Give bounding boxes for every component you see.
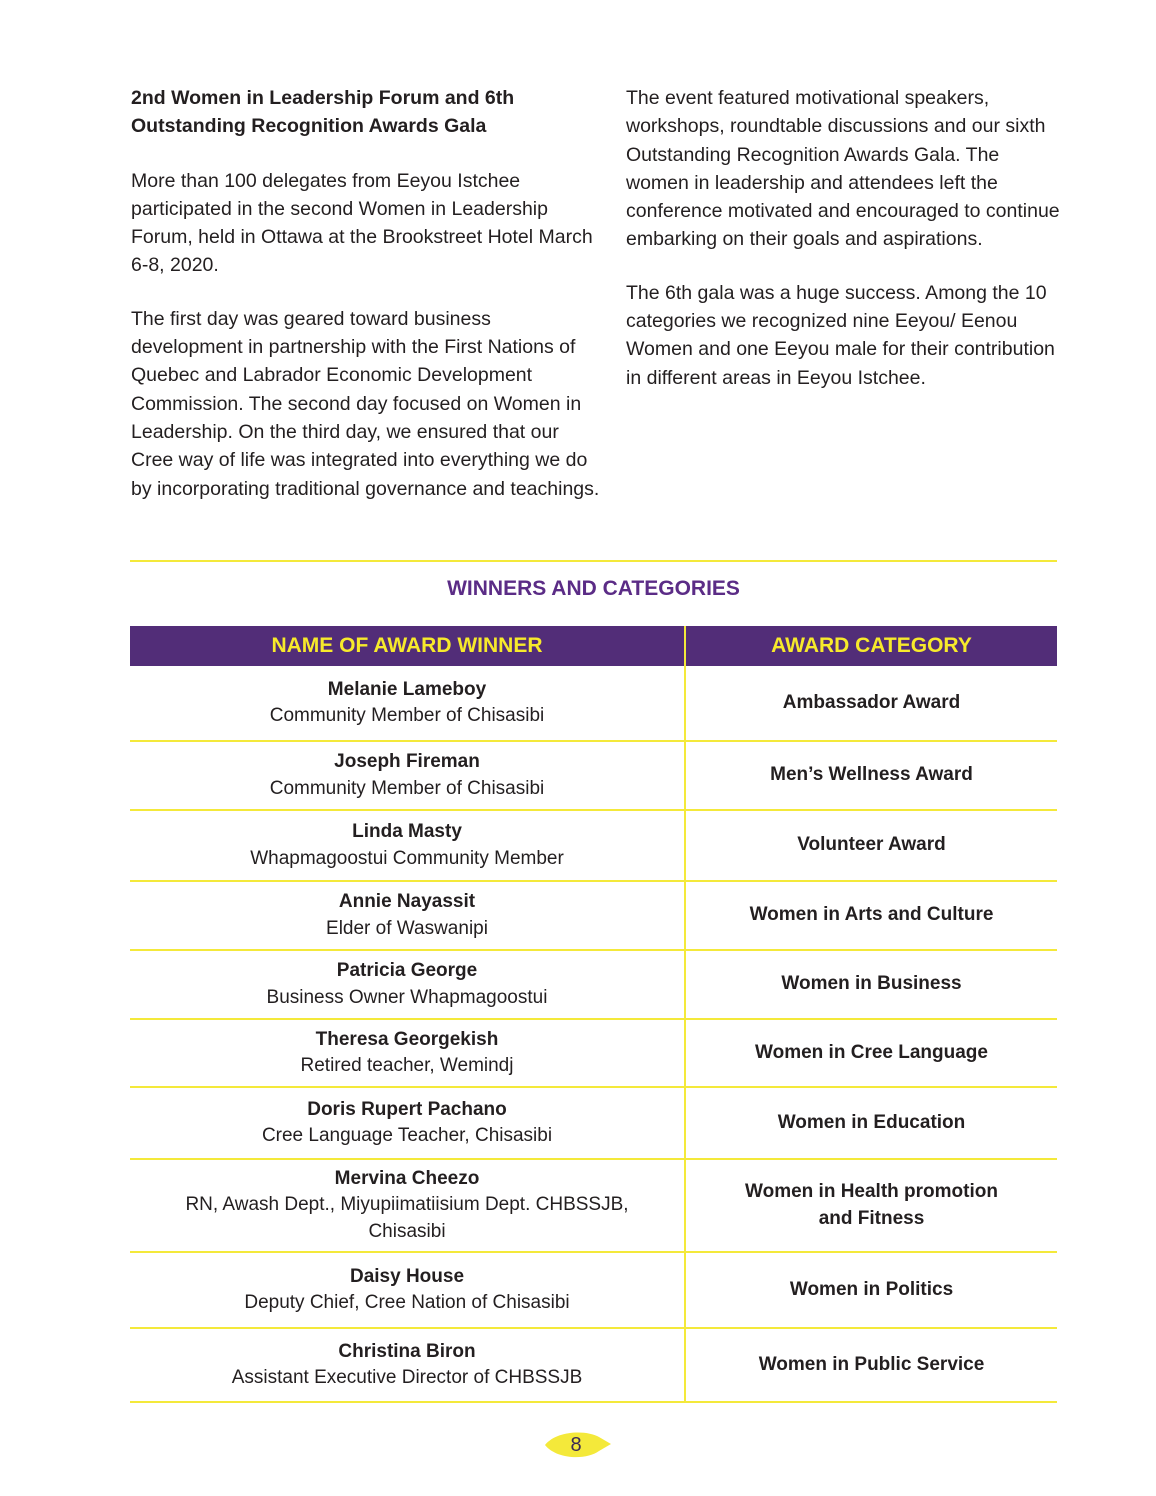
winner-description: Elder of Waswanipi [326,917,488,939]
article-heading: 2nd Women in Leadership Forum and 6th Outstanding Recognition Awards Gala [131,87,515,138]
article-paragraph: The 6th gala was a huge success. Among the 10 categories we recognized nine Eeyou/ Eenou Women and one Eeyou male for their contribution in different areas in Eeyou Istchee. [626,281,1055,389]
winners-table [130,626,1057,1403]
winner-cell [130,1087,685,1159]
award-category: Women in Arts and Culture [685,881,1057,950]
column-header-winner: NAME OF AWARD WINNER [130,626,685,666]
award-category: Ambassador Award [685,666,1057,741]
award-category: Volunteer Award [685,810,1057,881]
article-right-column [626,84,1066,417]
table-header-row [130,626,1057,666]
winner-description: Whapmagoostui Community Member [250,847,564,869]
winner-name: Joseph Fireman [334,751,480,772]
award-category: Men’s Wellness Award [685,741,1057,810]
winner-description: RN, Awash Dept., Miyupiimatiisium Dept. CHBSSJB, Chisasibi [185,1194,629,1242]
winner-name: Christina Biron [338,1340,476,1362]
page-number: 8 [570,1434,582,1456]
winner-description: Deputy Chief, Cree Nation of Chisasibi [244,1292,570,1313]
award-category: Women in Business [685,950,1057,1019]
winner-cell [130,881,685,950]
winner-description: Retired teacher, Wemindj [300,1055,514,1076]
award-category: Women in Health promotion and Fitness [685,1159,1057,1252]
article-paragraph: The first day was geared toward business development in partnership with the First Nations of Quebec and Labrador Economic Development Commission. The second day focused on Women in Leadership. On the third day, we ensured that our Cree way of life was integrated into everything we do by incorporating traditional governance and teachings. [131,307,600,500]
winner-name: Daisy House [349,1265,465,1287]
article-paragraph: The event featured motivational speakers, workshops, roundtable discussions and our sixth Outstanding Recognition Awards Gala. The women in leadership and attendees left the conference motivated and encouraged to continue embarking on their goals and aspirations. [626,87,1060,251]
winner-name: Annie Nayassit [338,891,476,912]
table-row [130,1087,1057,1159]
table-row [130,881,1057,950]
article-left-column [131,84,601,528]
award-category: Women in Politics [685,1252,1057,1328]
winner-description: Community Member of Chisasibi [269,705,545,726]
winner-description: Community Member of Chisasibi [269,777,545,799]
winner-cell [130,950,685,1019]
table-row [130,1252,1057,1328]
winner-name: Theresa Georgekish [315,1028,499,1050]
winner-description: Assistant Executive Director of CHBSSJB [231,1367,583,1388]
winner-name: Patricia George [336,960,478,981]
page-number-badge [543,1430,613,1460]
column-header-category: AWARD CATEGORY [685,626,1057,666]
table-row [130,810,1057,881]
winner-name: Mervina Cheezo [334,1167,480,1189]
winner-cell [130,741,685,810]
winner-description: Cree Language Teacher, Chisasibi [261,1125,553,1146]
winner-cell [130,1159,685,1252]
award-category: Women in Cree Language [685,1019,1057,1087]
winner-name: Doris Rupert Pachano [307,1098,507,1120]
winners-section-title: WINNERS AND CATEGORIES [447,577,740,600]
award-category: Women in Public Service [685,1328,1057,1402]
table-row [130,1328,1057,1402]
winner-name: Melanie Lameboy [327,678,487,700]
table-row [130,666,1057,741]
winner-cell [130,1019,685,1087]
winner-description: Business Owner Whapmagoostui [266,986,548,1008]
winner-cell [130,666,685,741]
section-divider [130,560,1057,562]
article-paragraph: More than 100 delegates from Eeyou Istchee participated in the second Women in Leadership Forum, held in Ottawa at the Brookstreet Hotel March 6-8, 2020. [131,169,593,277]
winner-cell [130,1252,685,1328]
award-category: Women in Education [685,1087,1057,1159]
winner-cell [130,1328,685,1402]
winner-cell [130,810,685,881]
table-row [130,741,1057,810]
winner-name: Linda Masty [352,821,462,842]
table-row [130,1159,1057,1252]
table-row [130,1019,1057,1087]
table-row [130,950,1057,1019]
